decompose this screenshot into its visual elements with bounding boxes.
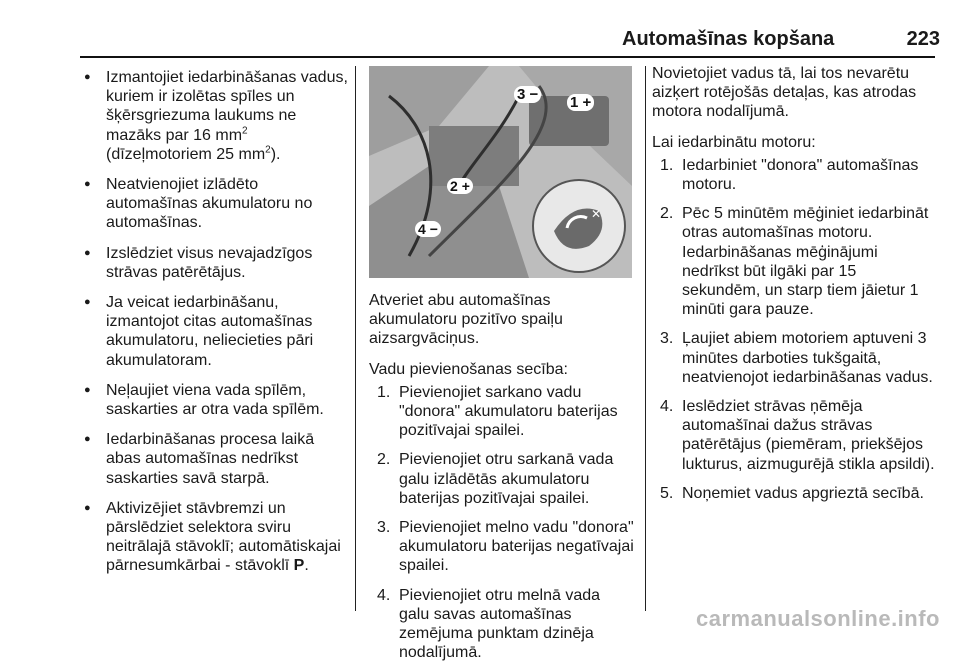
list-item: 5. Noņemiet vadus apgrieztā secībā. — [660, 484, 924, 502]
column-3 — [652, 64, 937, 513]
bullet-item: ● Neatvienojiet izlādēto automašīnas akumulatoru no automašīnas. — [80, 175, 350, 233]
header-rule — [80, 56, 935, 58]
bullet-item: ● Ja veicat iedarbināšanu, izmantojot citas automašīnas akumulatoru, neliecieties pāri akumulatoram. — [80, 293, 350, 370]
list-item: 3. Pievienojiet melno vadu "donora" akumulatoru baterijas negatīvajai spailei. — [377, 519, 634, 575]
label-2: 2 + — [447, 178, 473, 194]
list-item: 1. Iedarbiniet "donora" automašīnas motoru. — [660, 156, 919, 194]
label-4: 4 − — [415, 221, 441, 237]
page-title: Automašīnas kopšana — [622, 28, 835, 50]
bullet-item: ● Iedarbināšanas procesa laikā abas automašīnas nedrīkst saskarties savā starpā. — [80, 430, 350, 488]
label-1: 1 + — [567, 94, 594, 111]
paragraph: Novietojiet vadus tā, lai tos nevarētu aizķert rotējošās detaļas, kas atrodas motora nodalījumā. — [652, 65, 917, 121]
column-divider-left — [355, 66, 356, 611]
list-item: 2. Pievienojiet otru sarkanā vada galu izlādētās akumulatoru baterijas pozitīvajai spailei. — [377, 451, 614, 507]
page-number: 223 — [906, 28, 940, 50]
list-item: 4. Pievienojiet otru melnā vada galu savas automašīnas zemējuma punktam dzinēja nodalījumā. — [377, 586, 601, 662]
list-item: 3. Ļaujiet abiem motoriem aptuveni 3 minūtes darboties tukšgaitā, neatvienojot iedarbināšanas vadus. — [660, 330, 933, 386]
paragraph: Lai iedarbinātu motoru: — [652, 133, 816, 151]
label-3: 3 − — [514, 86, 541, 103]
bullet-item: ● Neļaujiet viena vada spīlēm, saskarties ar otra vada spīlēm. — [80, 381, 350, 419]
list-item: 4. Ieslēdziet strāvas ņēmēja automašīnai dažus strāvas patērētājus (piemēram, priekšējos lukturus, aizmugurējā stikla apsildi). — [660, 398, 935, 473]
list-item: 2. Pēc 5 minūtēm mēģiniet iedarbināt otras automašīnas motoru. Iedarbināšanas mēģinājumi nedrīkst būt ilgāki par 15 sekundēm, un starp tiem jāietur 1 minūti gara pauze. — [660, 205, 929, 319]
bullet-item: ● Izmantojiet iedarbināšanas vadus, kuriem ir izolētas spīles un šķērsgriezuma laukums ne mazāks par 16 $mm^2$ (dīzeļmotoriem 25 $mm^2$). — [80, 68, 350, 164]
watermark: carmanualsonline.info — [696, 606, 940, 631]
svg-text:✕: ✕ — [591, 207, 602, 221]
figure-caption: Atveriet abu automašīnas akumulatoru pozitīvo spaiļu aizsargvāciņus. — [369, 292, 563, 348]
steps-heading: Vadu pievienošanas secība: — [369, 360, 568, 378]
column-1 — [80, 68, 350, 587]
engine-bay-illustration — [369, 66, 632, 278]
column-divider-right — [645, 66, 646, 611]
bullet-item: ● Izslēdziet visus nevajadzīgos strāvas patērētājus. — [80, 244, 350, 282]
list-item: 1. Pievienojiet sarkano vadu "donora" akumulatoru baterijas pozitīvajai spailei. — [377, 383, 618, 440]
bullet-item: ● Aktivizējiet stāvbremzi un pārslēdziet selektora sviru neitrālajā stāvoklī; automātiskajai pārnesumkārbai - stāvoklī P. — [80, 499, 350, 576]
